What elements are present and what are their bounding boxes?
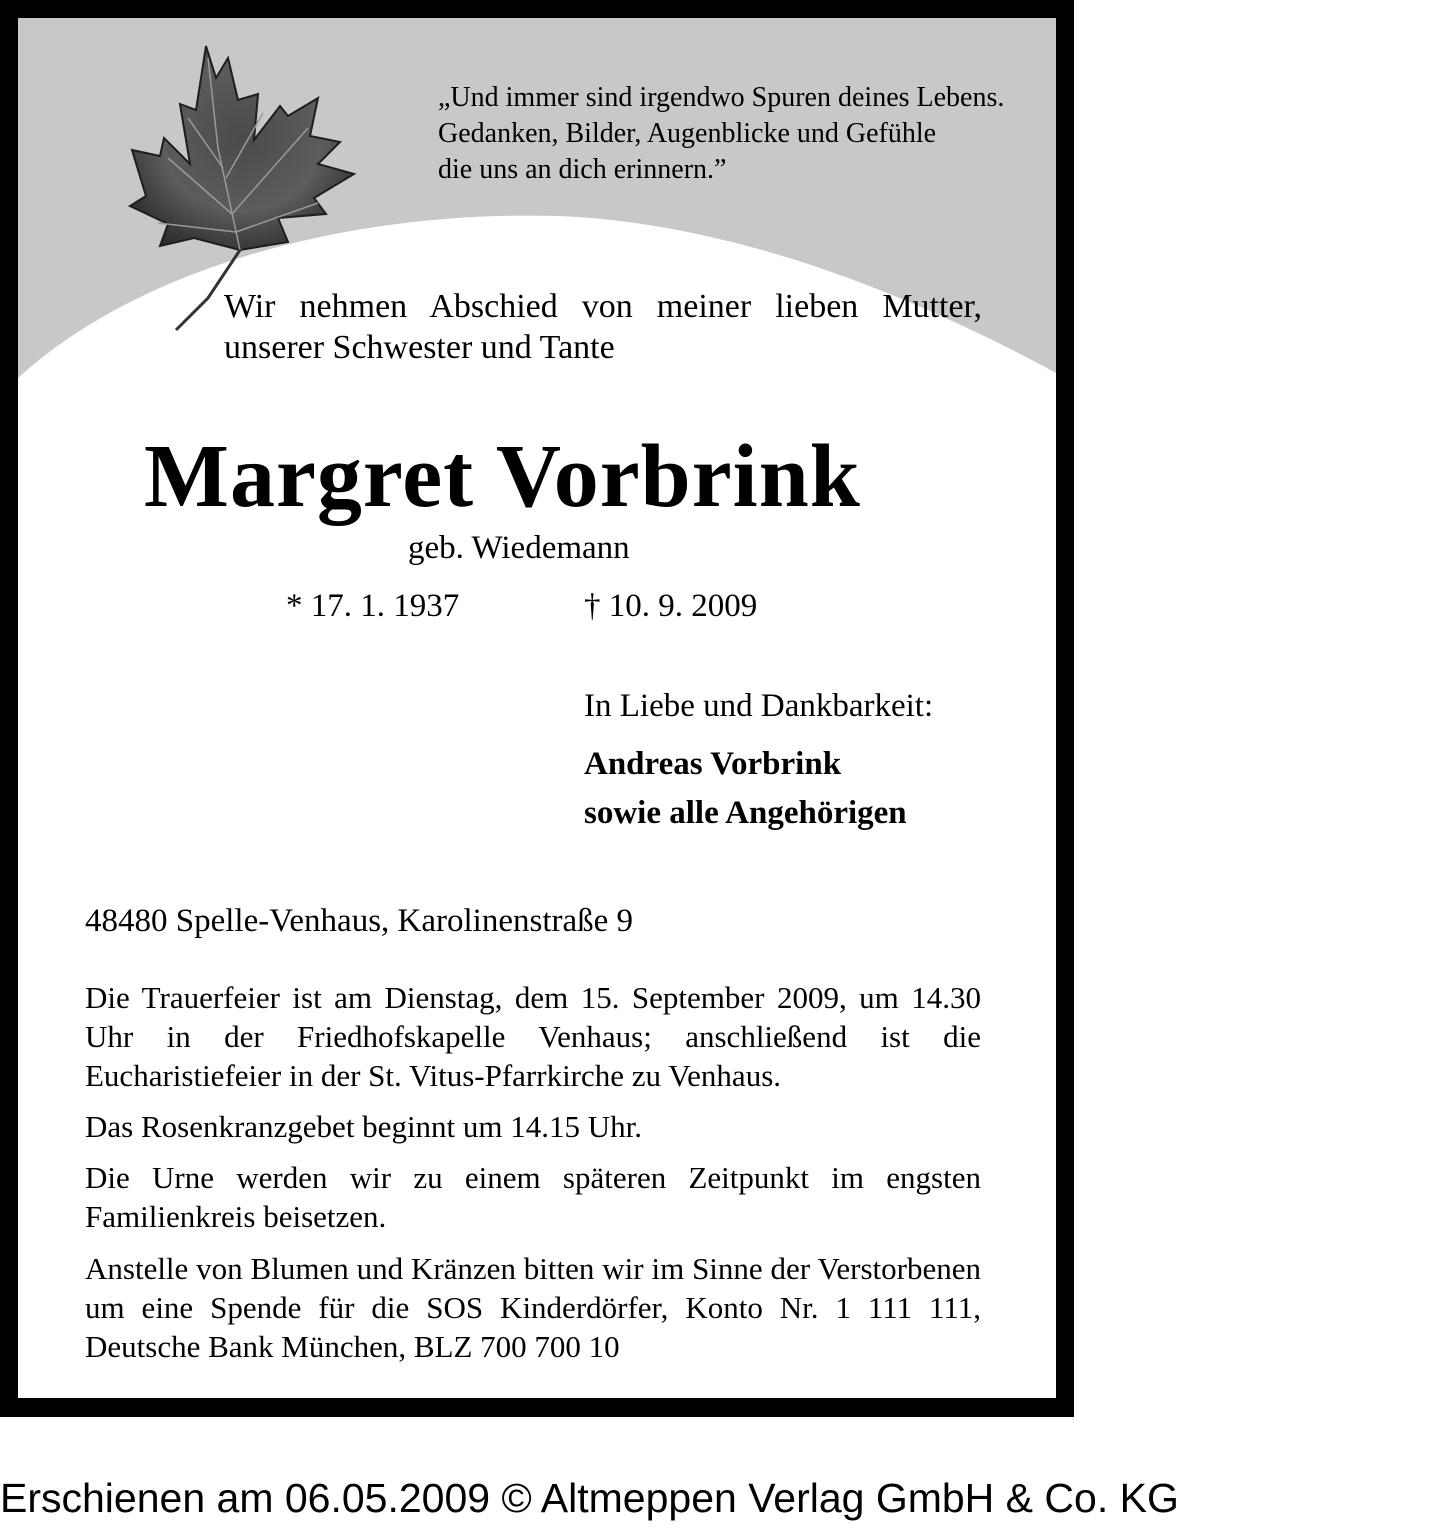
mourners-heading: In Liebe und Dankbarkeit:: [584, 688, 934, 724]
rosary-paragraph: Das Rosenkranzgebet beginnt um 14.15 Uhr.: [85, 1109, 643, 1144]
donation-paragraph: Anstelle von Blumen und Kränzen bitten wir im Sinne der Verstorbenen um eine Spende für die SOS Kinderdörfer, Konto Nr. 1 111 111, Deutsche Bank München, BLZ 700 700 10: [85, 1251, 981, 1364]
mourner-name: Andreas Vorbrink: [584, 746, 842, 782]
maiden-name: geb. Wiedemann: [408, 530, 630, 566]
deceased-name: Margret Vorbrink: [144, 427, 861, 526]
birth-date: * 17. 1. 1937: [286, 588, 460, 624]
intro-line: Wir nehmen Abschied von meiner lieben Mutter,: [224, 288, 982, 325]
mourner-name: sowie alle Angehörigen: [584, 795, 907, 831]
urn-burial-paragraph: Die Urne werden wir zu einem späteren Zeitpunkt im engsten Familienkreis beisetzen.: [85, 1160, 981, 1234]
obituary-notice-inner: [18, 18, 1056, 1398]
memorial-quote: [438, 80, 1004, 188]
intro-line: unserer Schwester und Tante: [224, 329, 615, 366]
funeral-service-paragraph: Die Trauerfeier ist am Dienstag, dem 15. September 2009, um 14.30 Uhr in der Friedhofskapelle Venhaus; anschließend ist die Eucharistiefeier in der St. Vitus-Pfarrkirche zu Venhaus.: [85, 980, 981, 1093]
quote-line: die uns an dich erinnern.”: [438, 154, 727, 185]
quote-line: Gedanken, Bilder, Augenblicke und Gefühle: [438, 118, 937, 149]
farewell-intro: [224, 286, 982, 368]
death-date: † 10. 9. 2009: [584, 588, 758, 624]
family-address: 48480 Spelle-Venhaus, Karolinenstraße 9: [85, 903, 634, 939]
publication-footer: Erschienen am 06.05.2009 © Altmeppen Verlag GmbH & Co. KG: [0, 1475, 1179, 1521]
quote-line: „Und immer sind irgendwo Spuren deines Lebens.: [438, 82, 1005, 113]
